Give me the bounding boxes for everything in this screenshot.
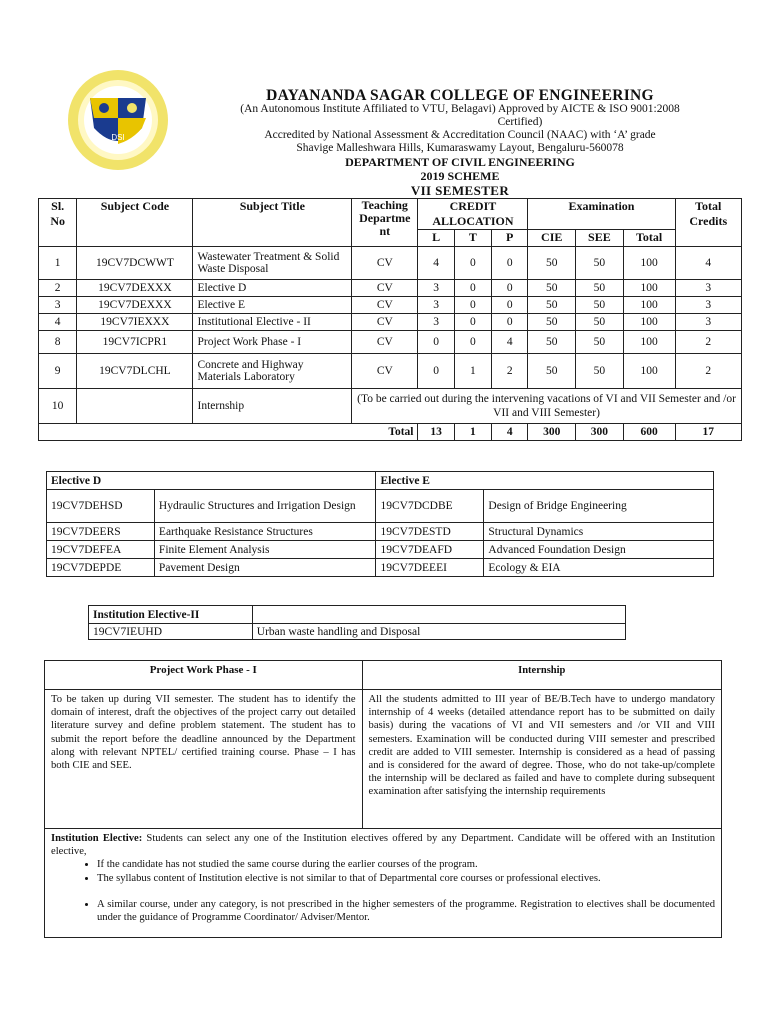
elective-e-name: Ecology & EIA: [484, 559, 714, 577]
list-item: • The syllabus content of Institution elective is not similar to that of Departmental core courses or professional electives.: [97, 872, 715, 885]
totals-label: Total: [39, 424, 418, 441]
totals-t: 1: [454, 424, 491, 441]
elective-d-name: Earthquake Resistance Structures: [154, 523, 376, 541]
cell-total: 100: [623, 247, 675, 280]
internship-code: [77, 389, 193, 424]
cell-t: 0: [454, 297, 491, 314]
scheme-table: [38, 198, 742, 441]
totals-p: 4: [492, 424, 528, 441]
elective-d-title: Elective D: [47, 472, 376, 490]
totals-credits: 17: [675, 424, 741, 441]
cell-l: 3: [418, 280, 454, 297]
scheme-title: 2019 SCHEME: [420, 169, 500, 183]
cell-dept: CV: [352, 314, 418, 331]
internship-text: All the students admitted to III year of BE/B.Tech have to undergo mandatory internship of 4 weeks (detailed attendance report has to be submitted on daily basis) during the vacations of VI and VII semesters and /or VII and VIII semesters. Examination will be conducted during VIII semester and prescribed credit are added to VIII semester. Internship is considered as a head of passing and is considered for the award of degree. Those, who do not take-up/complete the internship will be declared as failed and have to complete during subsequent examination after satisfying the internship requirements: [362, 690, 721, 829]
cell-sl: 2: [39, 280, 77, 297]
table-row: [47, 559, 714, 577]
totals-see: 300: [576, 424, 624, 441]
institution-elective-title: Institution Elective-II: [89, 606, 253, 624]
institution-elective-notes: [45, 829, 722, 938]
institution-elective-header-row: [89, 606, 626, 624]
institution-elective-notes-row: [45, 829, 722, 938]
project-work-text: To be taken up during VII semester. The student has to identify the domain of interest, draft the objectives of the project carry out detailed literature survey and define problem statement. The student has to submit the report before the deadline announced by the Department along with relevant NPTEL/ certified training course. Phase – I has both CIE and SEE.: [45, 690, 363, 829]
table-row: [39, 297, 742, 314]
cell-see: 50: [576, 280, 624, 297]
descriptions-header-row: [45, 661, 722, 690]
table-row: [39, 354, 742, 389]
header-credit: CREDIT ALLOCATION: [418, 199, 528, 230]
ie-label: Institution Elective:: [51, 833, 143, 844]
cell-see: 50: [576, 314, 624, 331]
internship-note: (To be carried out during the intervening vacations of VI and VII Semester and /or VII and VIII Semester): [352, 389, 742, 424]
table-row: [89, 624, 626, 640]
cell-title: Concrete and Highway Materials Laboratory: [193, 354, 352, 389]
cell-credits: 3: [675, 297, 741, 314]
cell-sl: 9: [39, 354, 77, 389]
descriptions-table: [44, 660, 722, 938]
cell-cie: 50: [528, 331, 576, 354]
cell-credits: 3: [675, 314, 741, 331]
affiliation-line: (An Autonomous Institute Affiliated to VTU, Belagavi) Approved by AICTE & ISO 9001:2008: [240, 103, 680, 115]
cell-see: 50: [576, 297, 624, 314]
elective-d-code: 19CV7DEPDE: [47, 559, 155, 577]
cell-code: 19CV7DEXXX: [77, 280, 193, 297]
elective-e-name: Structural Dynamics: [484, 523, 714, 541]
cell-p: 0: [492, 314, 528, 331]
list-item: • If the candidate has not studied the same course during the earlier courses of the program.: [97, 858, 715, 871]
cell-l: 3: [418, 314, 454, 331]
elective-d-code: 19CV7DEFEA: [47, 541, 155, 559]
table-row: [39, 331, 742, 354]
cell-total: 100: [623, 354, 675, 389]
cell-dept: CV: [352, 354, 418, 389]
totals-l: 13: [418, 424, 454, 441]
cell-see: 50: [576, 247, 624, 280]
cell-total: 100: [623, 314, 675, 331]
elective-e-code: 19CV7DCDBE: [376, 490, 484, 523]
cell-dept: CV: [352, 247, 418, 280]
header-t: T: [454, 230, 491, 247]
table-row: [39, 280, 742, 297]
header-see: SEE: [576, 230, 624, 247]
cell-cie: 50: [528, 247, 576, 280]
header-p: P: [492, 230, 528, 247]
cell-l: 4: [418, 247, 454, 280]
totals-total: 600: [623, 424, 675, 441]
electives-table: [46, 471, 714, 577]
totals-row: [39, 424, 742, 441]
project-work-title: Project Work Phase - I: [45, 661, 363, 690]
cell-see: 50: [576, 354, 624, 389]
cell-sl: 1: [39, 247, 77, 280]
elective-e-code: 19CV7DEEEI: [376, 559, 484, 577]
cell-code: 19CV7DEXXX: [77, 297, 193, 314]
cell-l: 0: [418, 331, 454, 354]
cell-code: 19CV7ICPR1: [77, 331, 193, 354]
cell-dept: CV: [352, 280, 418, 297]
cell-title: Elective E: [193, 297, 352, 314]
cell-total: 100: [623, 297, 675, 314]
elective-d-code: 19CV7DEHSD: [47, 490, 155, 523]
cell-p: 0: [492, 280, 528, 297]
svg-text:DSI: DSI: [111, 133, 125, 142]
affiliation-line-2: Certified): [497, 116, 543, 128]
elective-d-name: Finite Element Analysis: [154, 541, 376, 559]
cell-p: 2: [492, 354, 528, 389]
cell-t: 0: [454, 280, 491, 297]
cell-code: 19CV7DLCHL: [77, 354, 193, 389]
cell-credits: 3: [675, 280, 741, 297]
elective-d-name: Hydraulic Structures and Irrigation Design: [154, 490, 376, 523]
cell-sl: 8: [39, 331, 77, 354]
cell-t: 0: [454, 331, 491, 354]
cell-l: 0: [418, 354, 454, 389]
cell-t: 1: [454, 354, 491, 389]
accreditation-line: Accredited by National Assessment & Accreditation Council (NAAC) with ‘A’ grade: [264, 129, 656, 141]
cell-cie: 50: [528, 297, 576, 314]
cell-title: Project Work Phase - I: [193, 331, 352, 354]
cell-code: 19CV7DCWWT: [77, 247, 193, 280]
cell-sl: 4: [39, 314, 77, 331]
list-item: • A similar course, under any category, is not prescribed in the higher semesters of the programme. Registration to electives shall be documented under the guidance of Programme Coordinator/ Adviser/Mentor.: [97, 898, 715, 924]
cell-dept: CV: [352, 297, 418, 314]
elective-e-name: Design of Bridge Engineering: [484, 490, 714, 523]
table-row: [47, 541, 714, 559]
cell-p: 4: [492, 331, 528, 354]
totals-cie: 300: [528, 424, 576, 441]
table-row: [47, 490, 714, 523]
institution-elective-code: 19CV7IEUHD: [89, 624, 253, 640]
table-row: [39, 247, 742, 280]
table-row: [47, 523, 714, 541]
cell-t: 0: [454, 314, 491, 331]
institution-elective-table: [88, 605, 626, 640]
cell-t: 0: [454, 247, 491, 280]
internship-sl: 10: [39, 389, 77, 424]
cell-title: Wastewater Treatment & Solid Waste Disposal: [193, 247, 352, 280]
internship-row: [39, 389, 742, 424]
cell-credits: 4: [675, 247, 741, 280]
internship-desc-title: Internship: [362, 661, 721, 690]
header-l: L: [418, 230, 454, 247]
cell-credits: 2: [675, 331, 741, 354]
header-total: Total: [623, 230, 675, 247]
cell-total: 100: [623, 331, 675, 354]
cell-title: Elective D: [193, 280, 352, 297]
elective-e-code: 19CV7DEAFD: [376, 541, 484, 559]
semester-title: VII SEMESTER: [410, 183, 510, 198]
elective-e-title: Elective E: [376, 472, 714, 490]
cell-p: 0: [492, 297, 528, 314]
ie-bullet-list: [51, 858, 715, 924]
college-name: DAYANANDA SAGAR COLLEGE OF ENGINEERING: [266, 87, 654, 104]
descriptions-body-row: [45, 690, 722, 829]
header-dept: Teaching Departme nt: [352, 199, 418, 247]
cell-total: 100: [623, 280, 675, 297]
elective-d-name: Pavement Design: [154, 559, 376, 577]
address-line: Shavige Malleshwara Hills, Kumaraswamy Layout, Bengaluru-560078: [296, 142, 624, 154]
electives-header-row: [47, 472, 714, 490]
header-total-credits: Total Credits: [675, 199, 741, 247]
header-cie: CIE: [528, 230, 576, 247]
header-exam: Examination: [528, 199, 675, 230]
table-row: [39, 314, 742, 331]
cell-dept: CV: [352, 331, 418, 354]
cell-credits: 2: [675, 354, 741, 389]
cell-cie: 50: [528, 314, 576, 331]
institution-elective-name: Urban waste handling and Disposal: [252, 624, 625, 640]
cell-cie: 50: [528, 280, 576, 297]
institution-elective-blank: [252, 606, 625, 624]
cell-see: 50: [576, 331, 624, 354]
elective-d-code: 19CV7DEERS: [47, 523, 155, 541]
cell-l: 3: [418, 297, 454, 314]
cell-cie: 50: [528, 354, 576, 389]
department-title: DEPARTMENT OF CIVIL ENGINEERING: [345, 155, 575, 169]
cell-sl: 3: [39, 297, 77, 314]
header-sl: Sl. No: [39, 199, 77, 247]
table-header-row: [39, 199, 742, 230]
cell-title: Institutional Elective - II: [193, 314, 352, 331]
header-code: Subject Code: [77, 199, 193, 247]
elective-e-code: 19CV7DESTD: [376, 523, 484, 541]
ie-text: Students can select any one of the Institution electives offered by any Department. Candidate will be offered with an Institution elective,: [51, 833, 715, 858]
header-title: Subject Title: [193, 199, 352, 247]
internship-title: Internship: [193, 389, 352, 424]
elective-e-name: Advanced Foundation Design: [484, 541, 714, 559]
cell-code: 19CV7IEXXX: [77, 314, 193, 331]
cell-p: 0: [492, 247, 528, 280]
